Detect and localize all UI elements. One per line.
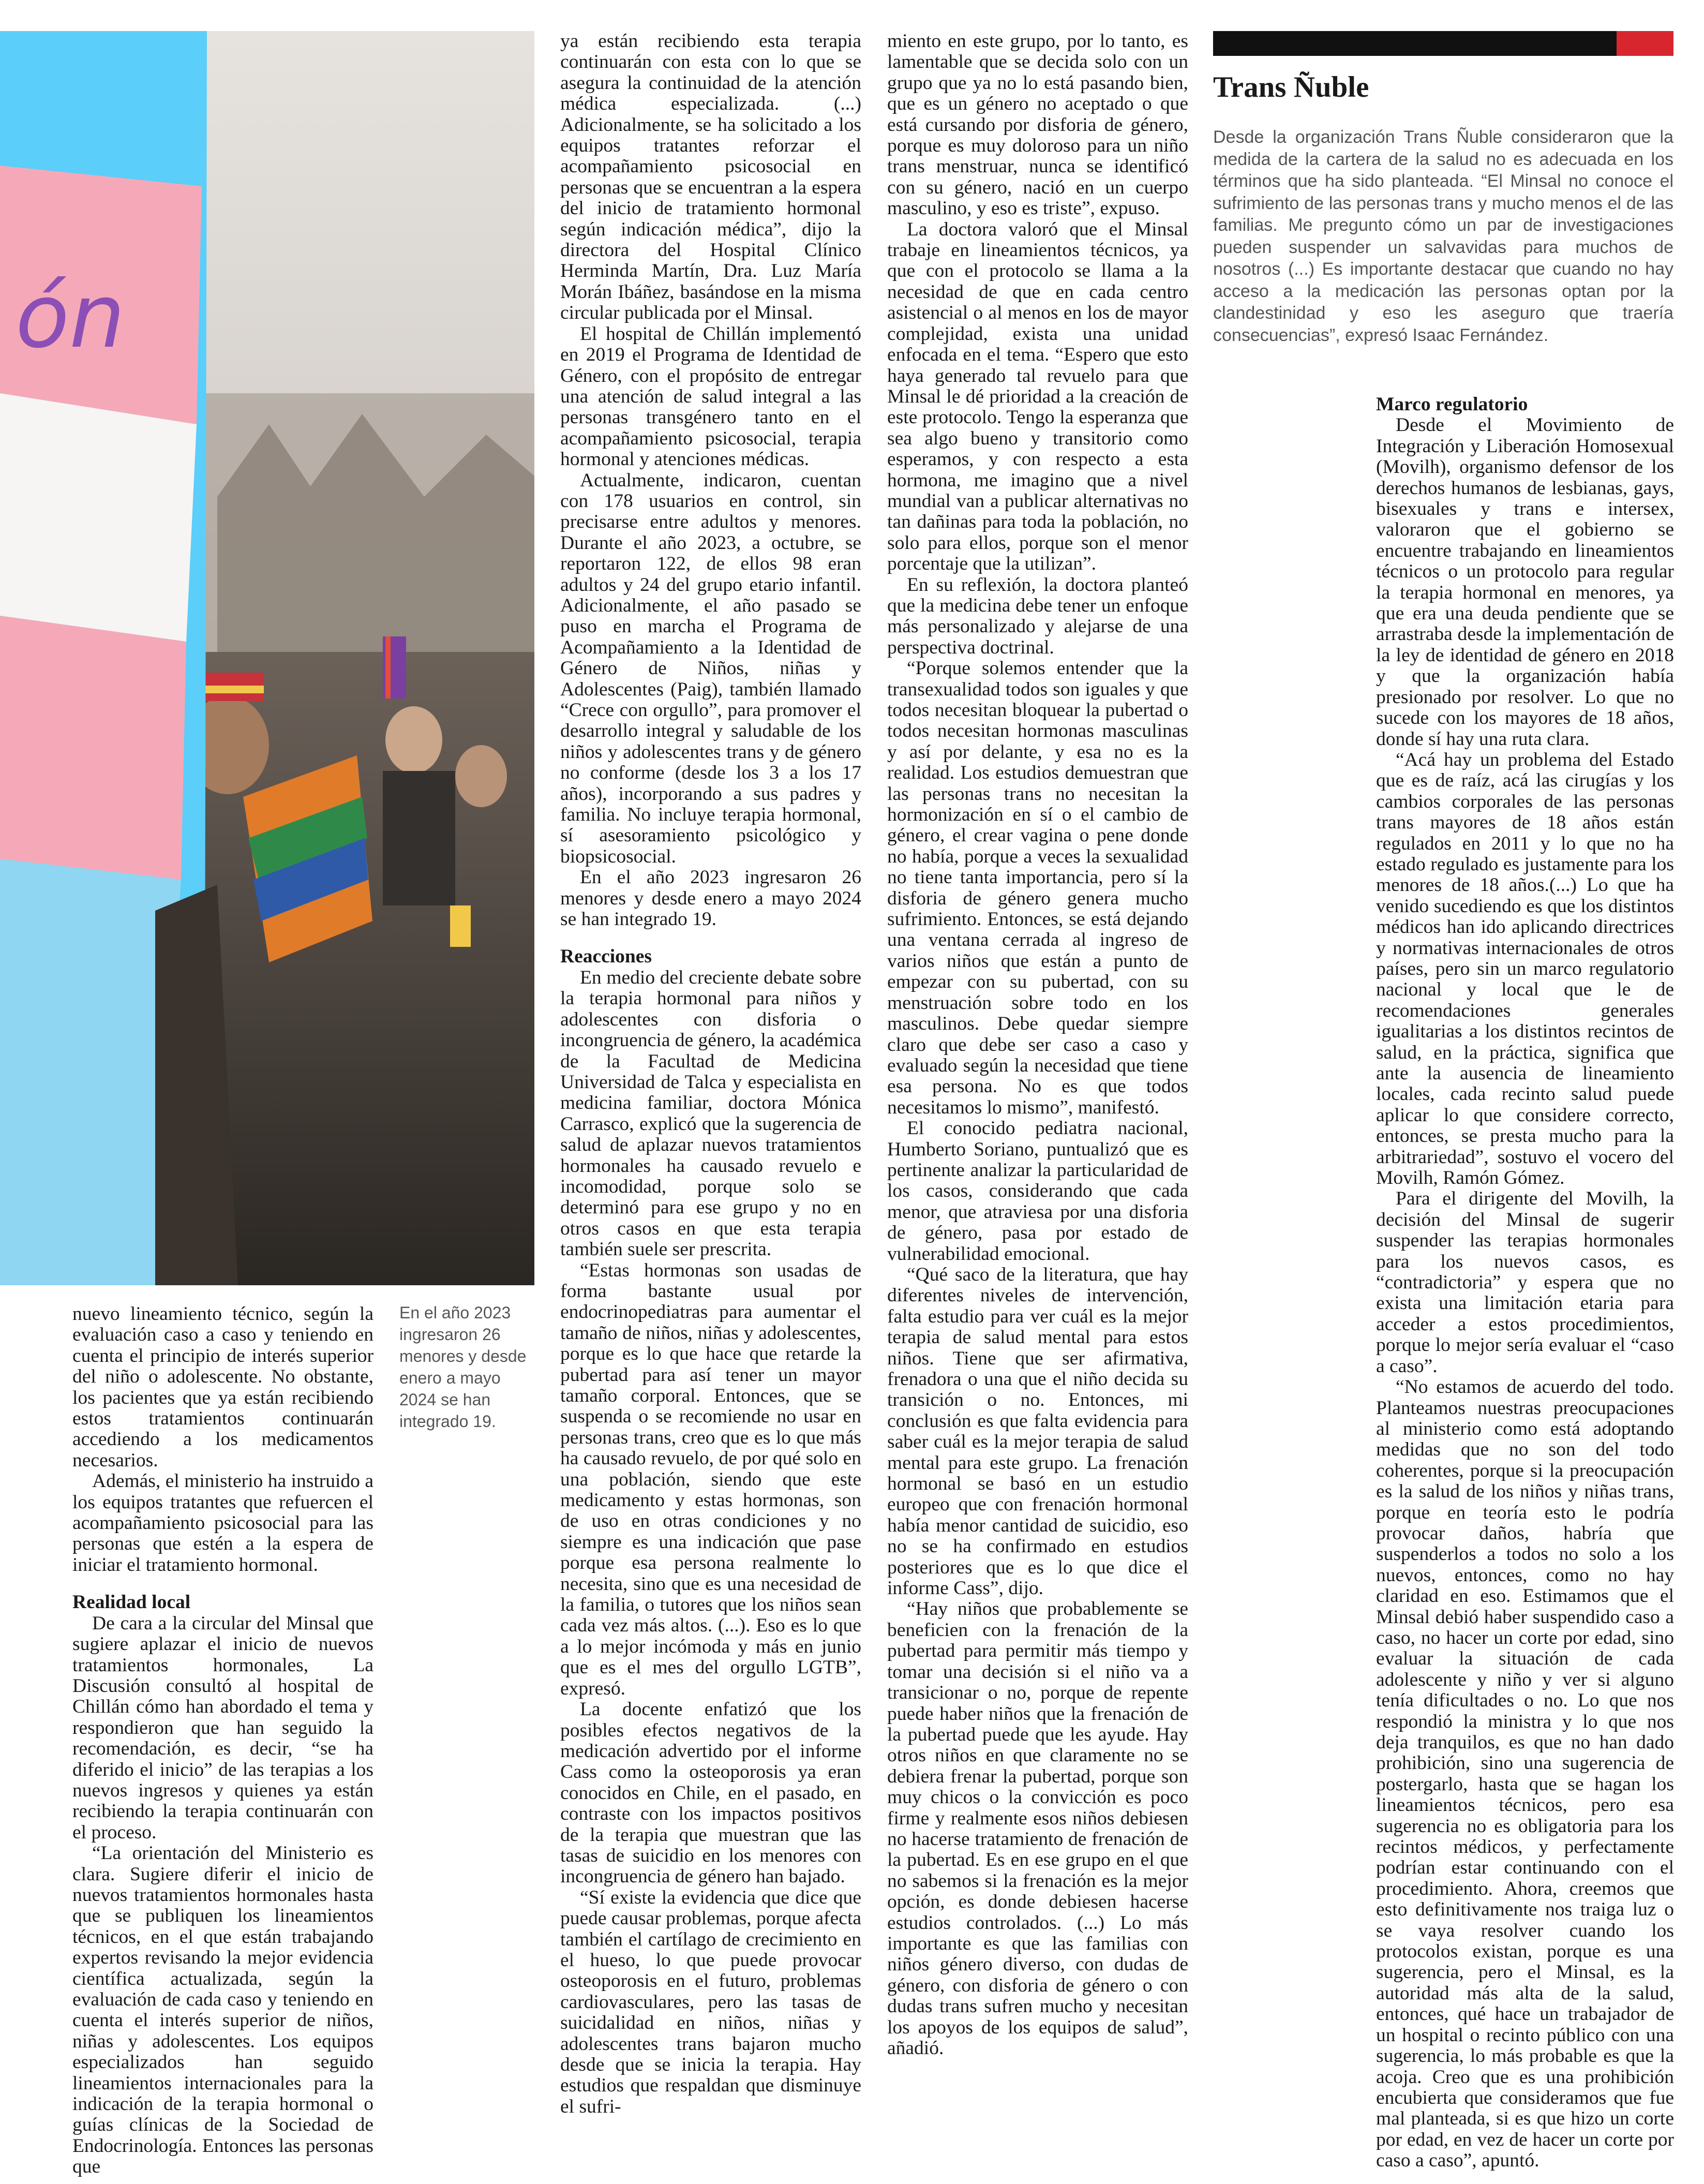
box-text: Desde la organización Trans Ñuble consideraron que la medida de la cartera de la salud no es adecuada en los términos que ha sido planteada. “El Minsal no conoce el sufrimiento de las personas trans y mucho menos el de las familias. Me pregunto cómo un par de investigaciones pueden suspender un salvavidas para muchos de nosotros (...) Es importante destacar que cuando no hay acceso a la medicación las personas optan por la clandestinidad y eso les aseguro que traería consecuencias”, expresó Isaac Fernández. [1213,127,1673,345]
box-title: Trans Ñuble [1213,71,1369,103]
paragraph: Actualmente, indicaron, cuentan con 178 usuarios en control, sin precisarse entre adultos y menores. Durante el año 2023, a octubre, se reportaron 122, de ellos 98 eran adultos y 24 del grupo etario infantil. Adicionalmente, el año pasado se puso en marcha el Programa de Acompañamiento a la Identidad de Género de Niños, niñas y Adolescentes (Paig), también llamado “Crece con orgullo”, para promover el desarrollo integral y saludable de los niños y adolescentes trans y de género no conforme (desde los 3 a los 17 años), incorporando a sus padres y familia. No incluye terapia hormonal, sí asesoramiento psicológico y biopsicosocial. [560,469,861,867]
paragraph: miento en este grupo, por lo tanto, es lamentable que se decida solo con un grupo que ya no lo está pasando bien, que es un género no aceptado o que está cursando por disforia de género, porque es muy doloroso para un niño trans menstruar, nunca se identificó con su género, nació en un cuerpo masculino, y eso es triste”, expuso. [887,31,1188,219]
paragraph: La doctora valoró que el Minsal trabaje en lineamientos técnicos, ya que con el protocolo se llama a la necesidad de que en cada centro asistencial o al menos en los de mayor complejidad, exista una unidad enfocada en el tema. “Espero que esto haya generado tal revuelo para que Minsal le dé prioridad a la creación de este protocolo. Tengo la esperanza que sea algo bueno y transitorio como esperamos, y con respecto a esta hormona, me imagino que a nivel mundial van a publicar alternativas no tan dañinas para toda la población, no solo para ellos, porque son el menor porcentaje que la utilizan”. [887,218,1188,575]
column-3 [887,31,1188,2059]
paragraph: De cara a la circular del Minsal que sugiere aplazar el inicio de nuevos tratamientos hormonales, La Discusión consultó al hospital de Chillán cómo han abordado el tema y respondieron que han seguido la recomendación, es decir, “se ha diferido el inicio” de las terapias a los nuevos ingresos y quienes ya están recibiendo la terapia continuarán con el proceso. [72,1612,373,1843]
banner-text: ón [16,265,125,368]
section-heading-reacciones: Reacciones [560,946,652,968]
paragraph: En su reflexión, la doctora planteó que la medicina debe tener un enfoque más personalizado y alejarse de una perspectiva doctrinal. [887,574,1188,658]
section-heading-realidad-local: Realidad local [72,1592,191,1613]
paragraph: El conocido pediatra nacional, Humberto Soriano, puntualizó que es pertinente analizar la particularidad de los casos, considerando que cada menor, que atraviesa por una disforia de género, pasa por estado de vulnerabilidad emocional. [887,1118,1188,1265]
paragraph: La docente enfatizó que los posibles efectos negativos de la medicación advertido por el informe Cass como la osteoporosis ya eran conocidos en Chile, en el pasado, en contraste con los impactos positivos de la terapia que muestran que las tasas de suicidio en los menores con incongruencia de género han bajado. [560,1699,861,1888]
paragraph: Para el dirigente del Movilh, la decisión del Minsal de sugerir suspender las terapias hormonales para los nuevos casos, es “contradictoria” y espera que no exista una limitación etaria para acceder a estos procedimientos, porque lo mejor sería evaluar el “caso a caso”. [1376,1188,1674,1377]
paragraph: ya están recibiendo esta terapia continuarán con esta con lo que se asegura la continuidad de la atención médica especializada. (...) Adicionalmente, se ha solicitado a los equipos tratantes reforzar el acompañamiento psicosocial en personas que se encuentran a la espera del inicio de tratamiento hormonal según indicación médica”, dijo la directora del Hospital Clínico Herminda Martín, Dra. Luz María Morán Ibáñez, basándose en la misma circular publicada por el Minsal. [560,31,861,324]
paragraph: “No estamos de acuerdo del todo. Planteamos nuestras preocupaciones al ministerio como está adoptando medidas que no son del todo coherentes, porque si la preocupación es la salud de los niños y niñas trans, porque en teoría esto le podría provocar daños, habría que suspenderlos a todos no solo a los nuevos, entonces, como no hay claridad en eso. Estimamos que el Minsal debió haber suspendido caso a caso, no hacer un corte por edad, sino evaluar la situación de cada adolescente y niño y ver si alguno tenía dificultades o no. Lo que nos respondió la ministra y lo que nos deja tranquilos, es que no han dado prohibición, sino una sugerencia de postergarlo, hasta que se hagan los lineamientos técnicos, pero esa sugerencia no es obligatoria para los recintos médicos, y perfectamente podrían estar continuando con el procedimiento. Ahora, creemos que esto definitivamente nos traiga luz o se vaya resolver cuando los protocolos existan, porque es una sugerencia, pero el Minsal, es la autoridad más alta de la salud, entonces, qué hace un trabajador de un hospital o recinto público con una sugerencia, lo más probable es que la acoja. Creo que es una prohibición encubierta que consideramos que fue mal planteada, si es que hizo un corte por edad, en vez de hacer un corte por caso a caso”, apuntó. [1376,1376,1674,2172]
article-photo [0,31,534,1285]
column-1 [72,1304,373,2178]
paragraph: Además, el ministerio ha instruido a los equipos tratantes que refuercen el acompañamiento psicosocial para las personas que estén a la espera de iniciar el tratamiento hormonal. [72,1470,373,1576]
paragraph: El hospital de Chillán implementó en 2019 el Programa de Identidad de Género, con el propósito de entregar una atención de salud integral a las personas transgénero tanto en el acompañamiento psicosocial, terapia hormonal y atenciones médicas. [560,323,861,470]
photo-caption: En el año 2023 ingresaron 26 menores y desde enero a mayo 2024 se han integrado 19. [399,1303,527,1431]
box-top-bar [1213,31,1617,56]
paragraph: “Acá hay un problema del Estado que es de raíz, acá las cirugías y los cambios corporales de las personas trans mayores de 18 años están regulados en 2011 y lo que no ha estado regulado es justamente para los menores de 18 años.(...) Lo que ha venido sucediendo es que los distintos médicos han ido aplicando directrices y normativas internacionales de otros países, pero sin un marco regulatorio nacional y local que le de recomendaciones generales igualitarias a los distintos recintos de salud, en la práctica, significa que ante la ausencia de lineamiento locales, cada recinto salud puede aplicar lo que considere correcto, entonces, se presta mucho para la arbitrariedad”, sostuvo el vocero del Movilh, Ramón Gómez. [1376,749,1674,1189]
column-4 [1376,394,1674,2172]
paragraph: En el año 2023 ingresaron 26 menores y desde enero a mayo 2024 se han integrado 19. [560,867,861,930]
column-2 [560,31,861,2117]
paragraph: “Hay niños que probablemente se beneficien con la frenación de la pubertad para permitir más tiempo y tomar una decisión si el niño va a transicionar o no, porque de repente puede haber niños que la frenación de la pubertad puede que les ayude. Hay otros niños en que claramente no se debiera frenar la pubertad, porque son muy chicos o la convicción es poco firme y realmente esos niños debiesen no hacerse tratamiento de frenación de la pubertad. Es en ese grupo en el que no sabemos si la frenación es la mejor opción, es donde debiesen hacerse estudios controlados. (...) Lo más importante es que las familias con niños género diverso, con dudas de género, con disforia de género o con dudas trans sufren mucho y necesitan los apoyos de los equipos de salud”, añadió. [887,1598,1188,2059]
paragraph: “Estas hormonas son usadas de forma bastante usual por endocrinopediatras para aumentar el tamaño de niños, niñas y adolescentes, porque es lo que hace que retarde la pubertad para así tener un mayor tamaño corporal. Entonces, que se suspenda o se recomiende no usar en personas trans, creo que es lo que más ha causado revuelo, de por qué solo en una población, siendo que este medicamento y estas hormonas, son de uso en otras condiciones y no siempre es una indicación que pase porque esa persona realmente lo necesita, sino que es una necesidad de la familia, o tutores que los niños sean cada vez más altos. (...). Eso es lo que a lo mejor incómoda y más en junio que es el mes del orgullo LGTB”, expresó. [560,1259,861,1699]
box-top-bar-accent [1617,31,1673,56]
paragraph: “Qué saco de la literatura, que hay diferentes niveles de intervención, falta estudio para ver cuál es la mejor terapia de salud mental para estos niños. Tiene que ser afirmativa, frenadora o una que el niño decida su transición o no. Entonces, mi conclusión es que falta evidencia para saber cuál es la mejor terapia de salud mental para este grupo. La frenación hormonal se basó en un estudio europeo que con frenación hormonal había menor cantidad de suicidio, eso no se ha confirmado en estudios posteriores que es lo que dice el informe Cass”, dijo. [887,1264,1188,1599]
section-heading-marco-regulatorio: Marco regulatorio [1376,394,1528,415]
paragraph: “La orientación del Ministerio es clara. Sugiere diferir el inicio de nuevos tratamientos hormonales hasta que se publiquen los lineamientos técnicos, en el que están trabajando expertos revisando la mejor evidencia científica actualizada, según la evaluación de cada caso y teniendo en cuenta el interés superior de niños, niñas y adolescentes. Los equipos especializados han seguido lineamientos internacionales para la indicación de la terapia hormonal o guías clínicas de la Sociedad de Endocrinología. Entonces las personas que [72,1843,373,2178]
paragraph: Desde el Movimiento de Integración y Liberación Homosexual (Movilh), organismo defensor de los derechos humanos de lesbianas, gays, bisexuales y trans e intersex, valoraron que el gobierno se encuentre trabajando en lineamientos técnicos o un protocolo para regular la terapia hormonal en menores, ya que era una deuda pendiente que se arrastraba desde la implementación de la ley de identidad de género en 2018 y que la organización había presionado por resolver. Lo que no sucede con los mayores de 18 años, donde sí hay una ruta clara. [1376,414,1674,750]
photo-trans-flag-march [0,31,534,1285]
paragraph: En medio del creciente debate sobre la terapia hormonal para niños y adolescentes con disforia o incongruencia de género, la académica de la Facultad de Medicina Universidad de Talca y especialista en medicina familiar, doctora Mónica Carrasco, explicó que la sugerencia de salud de aplazar nuevos tratamientos hormonales ha causado revuelo e incomodidad, porque solo se determinó para ese grupo y no en otros casos en que esta terapia también suele ser prescrita. [560,967,861,1260]
paragraph: “Sí existe la evidencia que dice que puede causar problemas, porque afecta también el cartílago de crecimiento en el hueso, lo que puede provocar osteoporosis en el futuro, problemas cardiovasculares, pero las tasas de suicidalidad en niños, niñas y adolescentes trans bajaron mucho desde que se inicia la terapia. Hay estudios que respaldan que disminuye el sufri- [560,1886,862,2117]
paragraph: “Porque solemos entender que la transexualidad todos son iguales y que todos necesitan bloquear la pubertad o todos necesitan hormonas masculinas y así por delante, y esa no es la realidad. Los estudios demuestran que las personas trans no necesitan la hormonización en sí o el cambio de género, el crear vagina o pene donde no había, porque a veces la sexualidad no tiene tanta importancia, pero sí la disforia de género genera mucho sufrimiento. Entonces, se está dejando una ventana cerrada al ingreso de varios niños que están a punto de empezar con su pubertad, con su menstruación sobre todo en los masculinos. Debe quedar siempre claro que debe ser caso a caso y evaluado según la necesidad que tiene esa persona. No es que todos necesitamos lo mismo”, manifestó. [887,658,1188,1118]
paragraph: nuevo lineamiento técnico, según la evaluación caso a caso y teniendo en cuenta el principio de interés superior del niño o adolescente. No obstante, los pacientes que ya están recibiendo estos tratamientos continuarán accediendo a los medicamentos necesarios. [72,1303,373,1471]
